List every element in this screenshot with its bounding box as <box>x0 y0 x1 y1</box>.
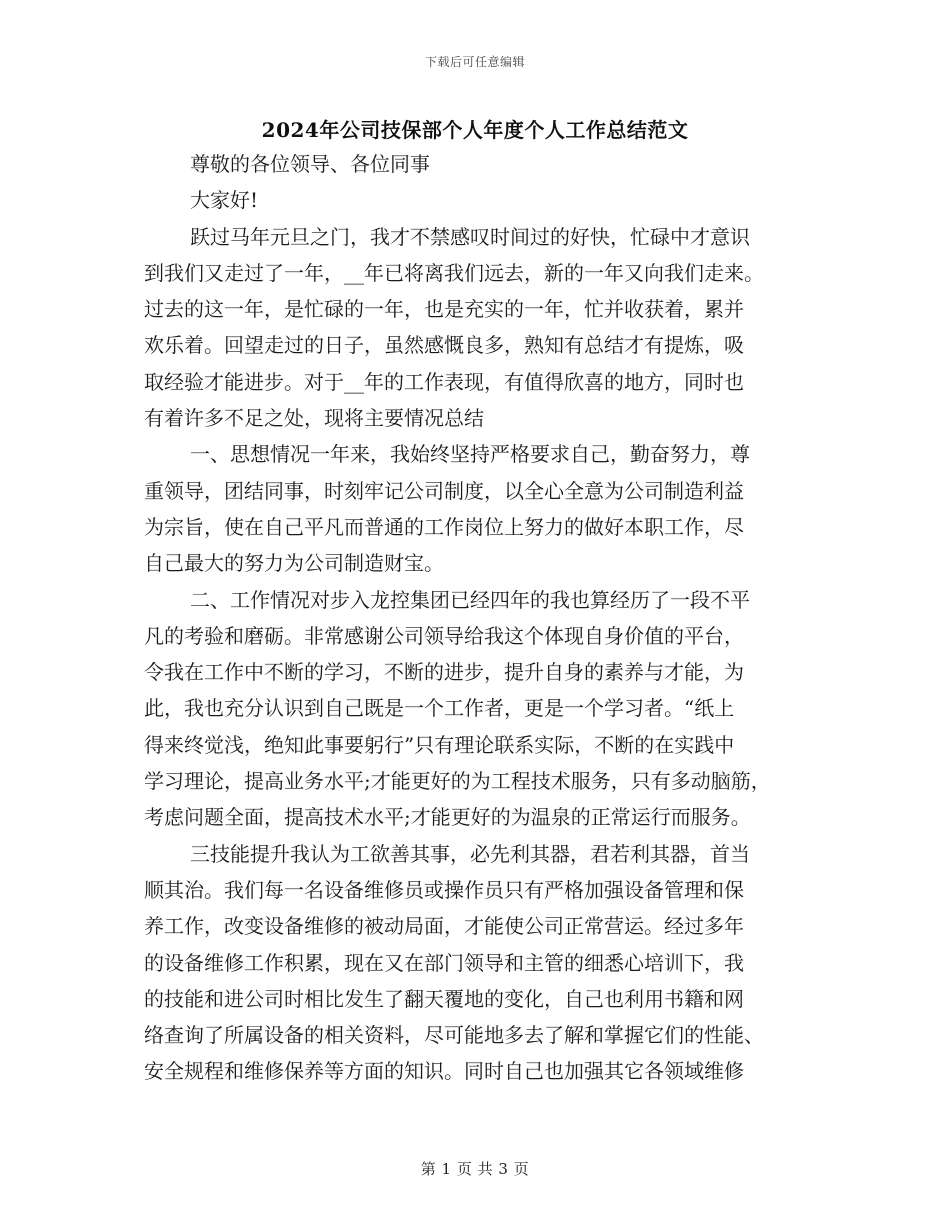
paragraph-line: 顺其治。我们每一名设备维修员或操作员只有严格加强设备管理和保 <box>144 877 744 902</box>
paragraph-line: 二、工作情况对步入龙控集团已经四年的我也算经历了一段不平 <box>190 587 750 612</box>
paragraph-line: 为宗旨，使在自己平凡而普通的工作岗位上努力的做好本职工作，尽 <box>144 514 744 539</box>
document-title: 2024年公司技保部个人年度个人工作总结范文 <box>261 118 689 142</box>
header-note: 下载后可任意编辑 <box>424 55 525 69</box>
salutation: 尊敬的各位领导、各位同事 <box>190 152 430 176</box>
paragraph-line: 此，我也充分认识到自己既是一个工作者，更是一个学习者。“纸上 <box>144 696 735 721</box>
greeting: 大家好! <box>190 188 259 213</box>
paragraph-line: 一、思想情况一年来，我始终坚持严格要求自己，勤奋努力，尊 <box>190 442 750 467</box>
paragraph-line: 凡的考验和磨砺。非常感谢公司领导给我这个体现自身价值的平台， <box>144 623 744 648</box>
paragraph-line: 络查询了所属设备的相关资料，尽可能地多去了解和掌握它们的性能、 <box>144 1023 764 1048</box>
paragraph-line: 的技能和进公司时相比发生了翻天覆地的变化，自己也利用书籍和网 <box>144 986 744 1011</box>
paragraph-line: 的设备维修工作积累，现在又在部门领导和主管的细悉心培训下，我 <box>144 950 744 975</box>
paragraph-line: 学习理论，提高业务水平;才能更好的为工程技术服务，只有多动脑筋， <box>144 769 771 794</box>
paragraph-line: 安全规程和维修保养等方面的知识。同时自己也加强其它各领域维修 <box>144 1059 744 1084</box>
paragraph-line: 得来终觉浅，绝知此事要躬行”只有理论联系实际，不断的在实践中 <box>144 732 735 757</box>
paragraph-line: 令我在工作中不断的学习，不断的进步，提升自身的素养与才能，为 <box>144 660 744 685</box>
paragraph-line: 到我们又走过了一年，__年已将离我们远去，新的一年又向我们走来。 <box>144 260 764 285</box>
paragraph-line: 养工作，改变设备维修的被动局面，才能使公司正常营运。经过多年 <box>144 914 744 939</box>
paragraph-line: 自己最大的努力为公司制造财宝。 <box>144 551 444 576</box>
document-body <box>144 146 824 1090</box>
paragraph-line: 有着许多不足之处，现将主要情况总结 <box>144 406 484 431</box>
paragraph-line: 三技能提升我认为工欲善其事，必先利其器，君若利其器，首当 <box>190 841 750 866</box>
paragraph-line: 过去的这一年，是忙碌的一年，也是充实的一年，忙并收获着，累并 <box>144 297 744 322</box>
paragraph-line: 考虑问题全面，提高技术水平;才能更好的为温泉的正常运行而服务。 <box>144 805 751 830</box>
paragraph-line: 取经验才能进步。对于__年的工作表现，有值得欣喜的地方，同时也 <box>144 369 744 394</box>
page-indicator: 第 1 页 共 3 页 <box>420 1160 530 1178</box>
paragraph-line: 重领导，团结同事，时刻牢记公司制度，以全心全意为公司制造利益 <box>144 478 744 503</box>
paragraph-line: 欢乐着。回望走过的日子，虽然感慨良多，熟知有总结才有提炼，吸 <box>144 333 744 358</box>
paragraph-line: 跃过马年元旦之门，我才不禁感叹时间过的好快，忙碌中才意识 <box>190 224 750 249</box>
